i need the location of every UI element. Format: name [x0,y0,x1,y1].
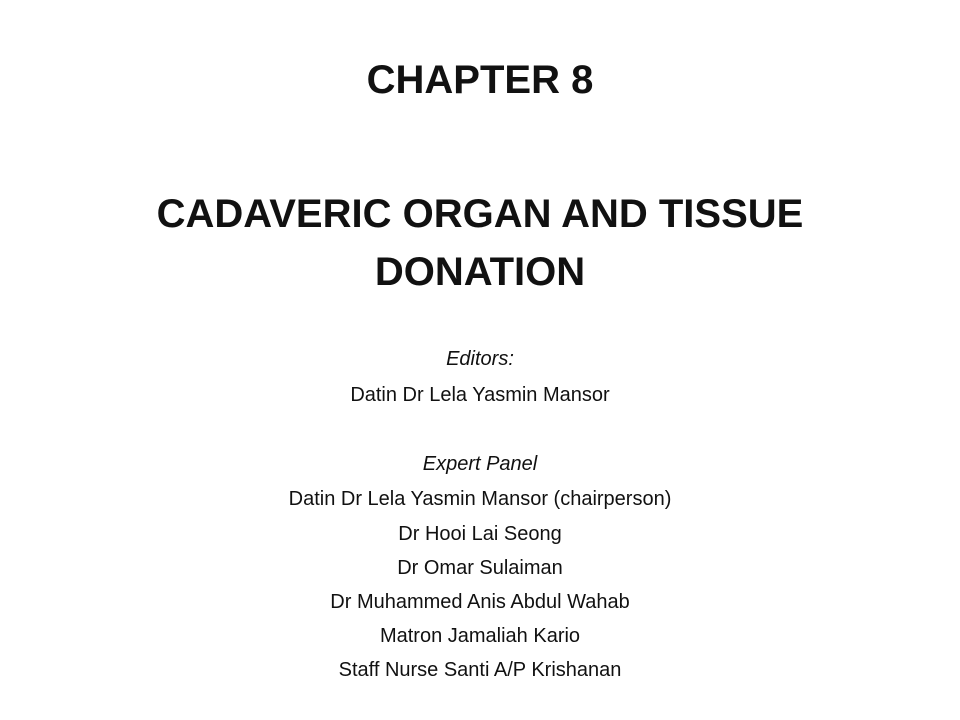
editors-heading: Editors: [446,348,514,370]
chapter-title-line-2: DONATION [374,250,586,294]
chapter-title-line-1: CADAVERIC ORGAN AND TISSUE [156,192,804,236]
panel-member: Matron Jamaliah Kario [379,625,581,647]
panel-member: Dr Omar Sulaiman [397,557,563,579]
panel-member: Datin Dr Lela Yasmin Mansor (chairperson) [288,488,672,510]
panel-member: Staff Nurse Santi A/P Krishanan [338,659,622,681]
chapter-label: CHAPTER 8 [366,58,594,102]
expert-panel-heading: Expert Panel [422,453,538,475]
panel-member: Dr Hooi Lai Seong [398,523,562,545]
editor-name: Datin Dr Lela Yasmin Mansor [350,384,610,406]
panel-member: Dr Muhammed Anis Abdul Wahab [330,591,630,613]
